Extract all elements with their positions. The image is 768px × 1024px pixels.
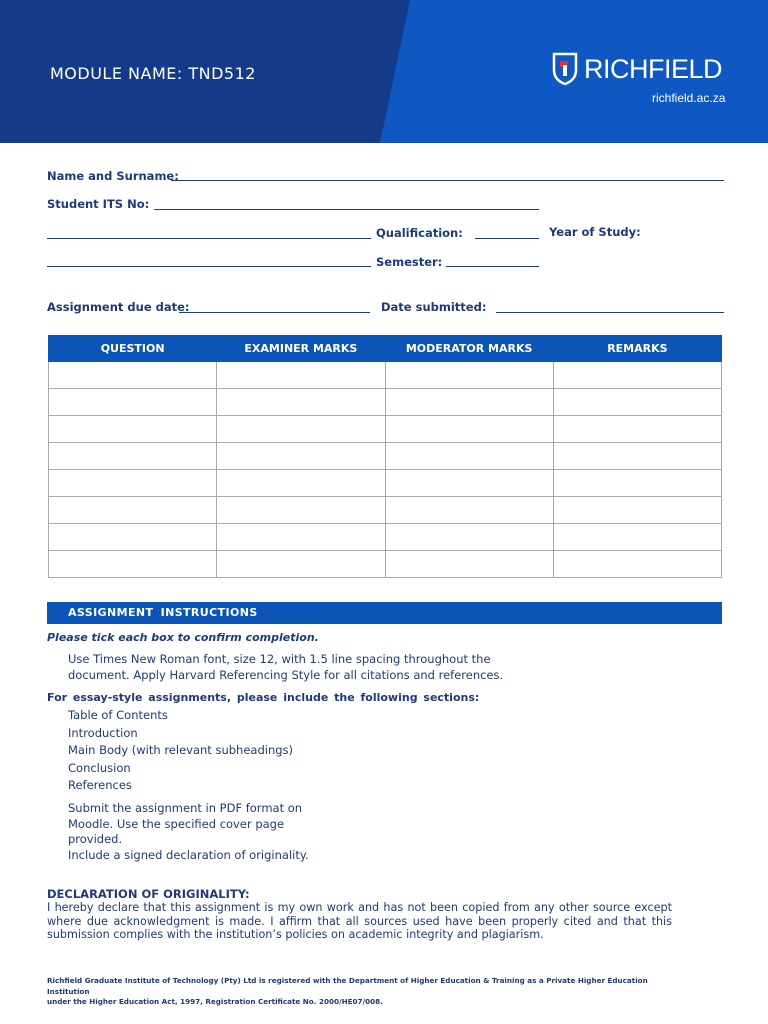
table-row	[49, 416, 722, 443]
due-date-label: Assignment due date:	[47, 300, 190, 314]
module-name: MODULE NAME: TND512	[50, 64, 256, 83]
semester-field[interactable]	[446, 266, 539, 267]
table-cell[interactable]	[385, 389, 553, 416]
submit-line-3: provided.	[68, 832, 123, 846]
table-cell[interactable]	[49, 524, 217, 551]
submit-line-1: Submit the assignment in PDF format on	[68, 801, 303, 815]
shield-icon	[552, 52, 578, 86]
table-cell[interactable]	[385, 470, 553, 497]
table-cell[interactable]	[217, 551, 385, 578]
formatting-line-2: document. Apply Harvard Referencing Style for all citations and references.	[68, 667, 504, 682]
table-row	[49, 443, 722, 470]
submit-instruction	[68, 801, 309, 863]
year-of-study-field[interactable]	[475, 238, 539, 239]
list-item: Introduction	[68, 725, 138, 740]
name-surname-label: Name and Surname:	[47, 169, 179, 183]
table-cell[interactable]	[385, 551, 553, 578]
registration-footer	[47, 976, 667, 1008]
table-cell[interactable]	[49, 551, 217, 578]
table-cell[interactable]	[49, 362, 217, 389]
declaration-text: I hereby declare that this assignment is my own work and has not been copied from any other source except where due acknowledgment is made. I affirm that all sources used have been properly cited and that this submission complies with the institution’s policies on academic integrity and plagiarism.	[47, 901, 672, 941]
table-row	[49, 389, 722, 416]
table-row	[49, 524, 722, 551]
table-cell[interactable]	[49, 389, 217, 416]
table-cell[interactable]	[553, 551, 721, 578]
table-cell[interactable]	[385, 524, 553, 551]
table-cell[interactable]	[49, 470, 217, 497]
column-header-remarks: REMARKS	[553, 336, 721, 362]
year-of-study-label: Year of Study:	[549, 225, 641, 239]
declaration-title: DECLARATION OF ORIGINALITY:	[47, 887, 250, 901]
essay-sections-list	[68, 707, 293, 795]
table-cell[interactable]	[553, 470, 721, 497]
table-cell[interactable]	[49, 416, 217, 443]
student-its-label: Student ITS No:	[47, 197, 150, 211]
essay-sections-title: For essay-style assignments, please include the following sections:	[47, 691, 480, 704]
qualification-field[interactable]	[47, 238, 371, 239]
table-cell[interactable]	[49, 497, 217, 524]
student-its-field[interactable]	[154, 209, 539, 210]
declaration-instruction: Include a signed declaration of originality.	[68, 847, 309, 862]
table-cell[interactable]	[217, 470, 385, 497]
due-date-field[interactable]	[179, 312, 370, 313]
instructions-title: ASSIGNMENT INSTRUCTIONS	[68, 606, 258, 619]
qualification-label: Qualification:	[376, 226, 463, 240]
table-cell[interactable]	[385, 497, 553, 524]
page-header	[0, 0, 768, 143]
table-cell[interactable]	[553, 524, 721, 551]
website-link[interactable]: richfield.ac.za	[652, 91, 726, 105]
semester-name-field[interactable]	[47, 266, 371, 267]
list-item: Main Body (with relevant subheadings)	[68, 743, 294, 758]
table-row	[49, 551, 722, 578]
table-cell[interactable]	[217, 497, 385, 524]
column-header-moderator: MODERATOR MARKS	[385, 336, 553, 362]
list-item: References	[68, 778, 132, 793]
table-header-row	[49, 336, 722, 362]
instructions-header	[47, 602, 722, 624]
column-header-examiner: EXAMINER MARKS	[217, 336, 385, 362]
table-cell[interactable]	[217, 416, 385, 443]
list-item: Table of Contents	[68, 708, 168, 722]
table-row	[49, 362, 722, 389]
table-cell[interactable]	[217, 443, 385, 470]
date-submitted-label: Date submitted:	[381, 300, 487, 314]
date-submitted-field[interactable]	[496, 312, 724, 313]
table-cell[interactable]	[217, 389, 385, 416]
table-cell[interactable]	[385, 416, 553, 443]
table-cell[interactable]	[553, 443, 721, 470]
table-cell[interactable]	[217, 524, 385, 551]
table-cell[interactable]	[217, 362, 385, 389]
table-cell[interactable]	[553, 362, 721, 389]
submit-line-2: Moodle. Use the specified cover page	[68, 816, 285, 831]
table-cell[interactable]	[553, 416, 721, 443]
table-row	[49, 497, 722, 524]
richfield-logo	[552, 52, 722, 86]
footer-line-1: Richfield Graduate Institute of Technology (Pty) Ltd is registered with the Department of Higher Education & Training as a Private Higher Education Institution	[47, 976, 648, 996]
semester-label: Semester:	[376, 255, 443, 269]
column-header-question: QUESTION	[49, 336, 217, 362]
tick-note: Please tick each box to confirm completion.	[47, 631, 319, 644]
marks-table	[48, 335, 722, 578]
table-cell[interactable]	[49, 443, 217, 470]
list-item: Conclusion	[68, 760, 131, 775]
formatting-line-1: Use Times New Roman font, size 12, with 1.5 line spacing throughout the	[68, 652, 491, 666]
table-row	[49, 470, 722, 497]
formatting-instruction	[68, 652, 503, 683]
name-surname-field[interactable]	[171, 180, 724, 181]
table-cell[interactable]	[385, 362, 553, 389]
footer-line-2: under the Higher Education Act, 1997, Registration Certificate No. 2000/HE07/008.	[47, 997, 383, 1006]
table-cell[interactable]	[553, 497, 721, 524]
table-cell[interactable]	[553, 389, 721, 416]
logo-text: RICHFIELD	[584, 53, 723, 84]
table-cell[interactable]	[385, 443, 553, 470]
